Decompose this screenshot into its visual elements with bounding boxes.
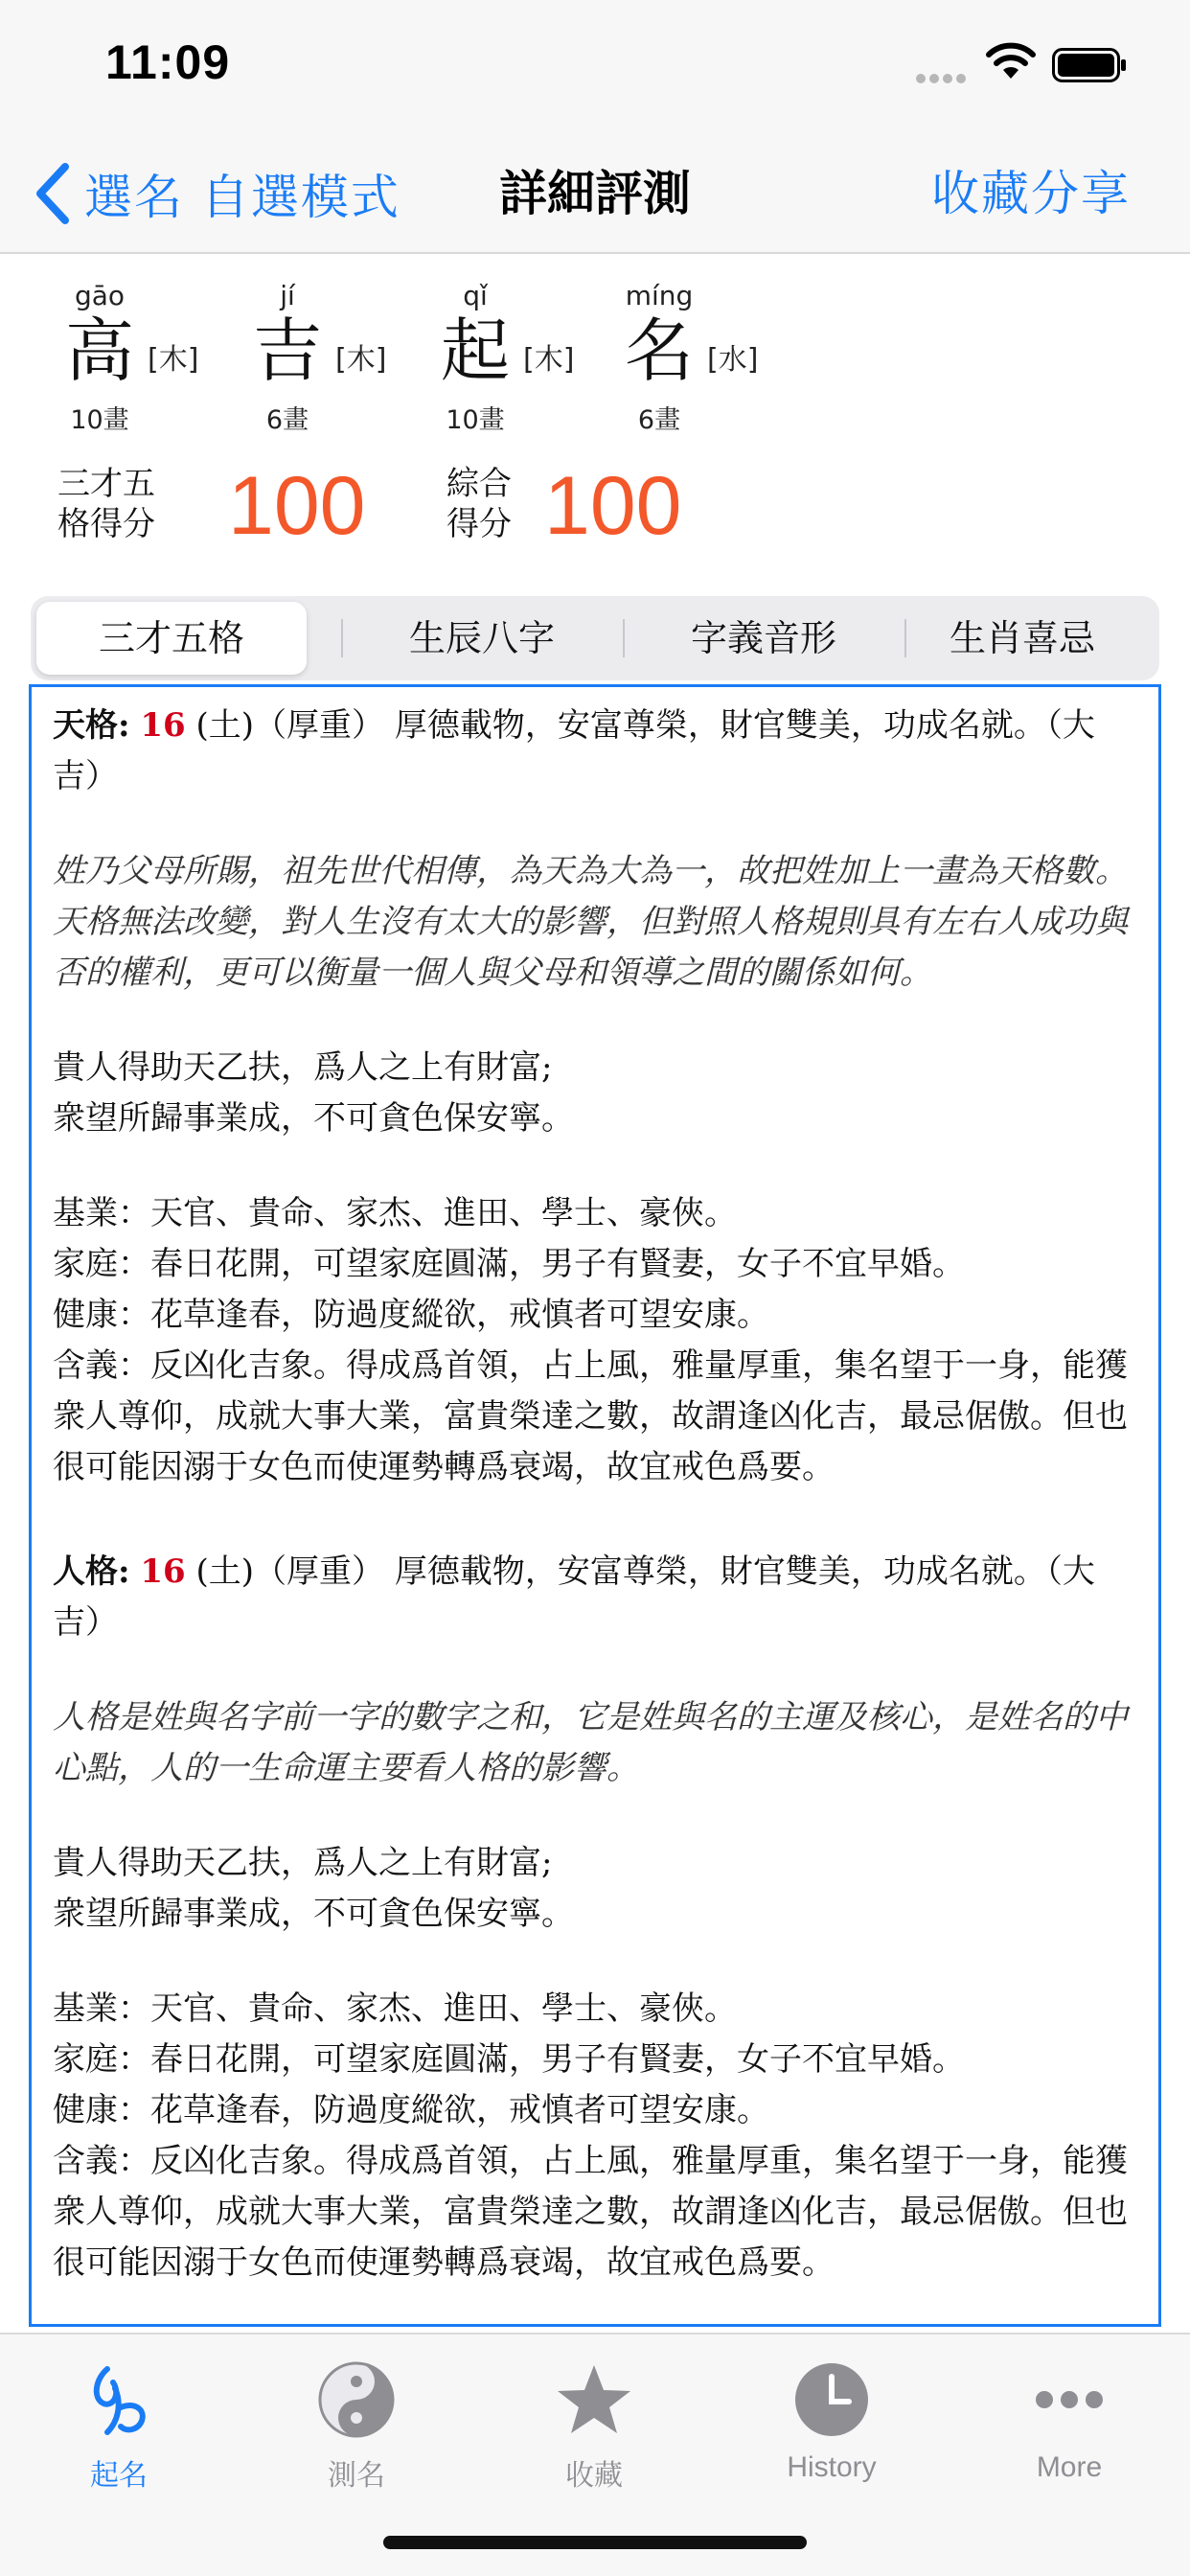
character-strokes: 10畫 <box>70 405 129 435</box>
tab-label: 起名 <box>90 2460 148 2492</box>
page-title: 詳細評測 <box>499 166 691 221</box>
section-summary: (土)（厚重） 厚德載物，安富尊榮，財官雙美，功成名就。（大吉） <box>53 706 1095 795</box>
section-jiankang: 健康：花草逢春，防過度縱欲，戒慎者可望安康。 <box>53 2091 769 2129</box>
character-card <box>240 268 412 441</box>
tab-label: 測名 <box>328 2460 385 2492</box>
back-label: 選名 自選模式 <box>84 170 400 225</box>
tab-history[interactable] <box>713 2350 950 2503</box>
segment-char-meaning[interactable]: 字義音形 <box>690 617 836 659</box>
character-element: [木] <box>335 343 387 377</box>
character-element: [木] <box>523 343 575 377</box>
tab-label: More <box>1036 2451 1103 2483</box>
segment-birth-bazi[interactable]: 生辰八字 <box>408 617 555 659</box>
character-pinyin: jí <box>280 280 295 311</box>
section-jiating: 家庭：春日花開，可望家庭圓滿，男子有賢妻，女子不宜早婚。 <box>53 2040 965 2079</box>
tab-more[interactable] <box>950 2350 1188 2503</box>
tab-qiming[interactable] <box>0 2350 238 2503</box>
yin-yang-icon <box>316 2359 397 2440</box>
segment-divider <box>341 619 343 657</box>
tab-label: 收藏 <box>565 2460 623 2492</box>
section-number: 16 <box>140 1552 186 1591</box>
character-hanzi: 名 <box>624 310 694 391</box>
character-card <box>611 268 784 441</box>
character-pinyin: míng <box>625 280 694 311</box>
clock-icon <box>791 2359 872 2440</box>
segment-divider <box>623 619 625 657</box>
segment-sancai-wuge[interactable]: 三才五格 <box>36 602 307 675</box>
battery-icon <box>1052 48 1127 82</box>
section-poem-line: 貴人得助天乙扶，爲人之上有財富; <box>53 1048 553 1087</box>
tab-label: History <box>787 2451 877 2483</box>
section-jiye: 基業：天官、貴命、家杰、進田、學士、豪俠。 <box>53 1990 737 2028</box>
character-strokes: 10畫 <box>446 405 505 435</box>
character-hanzi: 起 <box>440 310 510 391</box>
section-summary: (土)（厚重） 厚德載物，安富尊榮，財官雙美，功成名就。（大吉） <box>53 1552 1095 1642</box>
section-label: 天格: <box>53 706 130 745</box>
status-bar <box>0 0 1190 134</box>
star-icon <box>554 2359 634 2440</box>
character-pinyin: gāo <box>74 280 126 311</box>
analysis-segmented-control <box>31 596 1159 680</box>
section-hanyi: 含義：反凶化吉象。得成爲首領，占上風，雅量厚重，集名望于一身，能獲衆人尊仰，成就大事大業，富貴榮達之數，故謂逢凶化吉，最忌倨傲。但也很可能因溺于女色而使運勢轉爲衰竭，故宜戒色爲要。 <box>53 1346 1128 1486</box>
cellular-signal-icon <box>916 69 972 82</box>
favorite-share-button[interactable]: 收藏分享 <box>931 166 1131 221</box>
character-element: [水] <box>707 343 759 377</box>
section-jiye: 基業：天官、貴命、家杰、進田、學士、豪俠。 <box>53 1194 737 1232</box>
segment-zodiac[interactable]: 生肖喜忌 <box>949 617 1095 659</box>
score-label-line: 格得分 <box>57 505 155 543</box>
name-brush-icon <box>79 2359 159 2440</box>
analysis-content[interactable] <box>29 684 1161 2327</box>
score-label-line: 得分 <box>446 505 512 543</box>
score-label-line: 綜合 <box>446 465 512 503</box>
section-poem-line: 衆望所歸事業成，不可貪色保安寧。 <box>53 1895 574 1933</box>
character-strokes: 6畫 <box>637 405 681 435</box>
section-jiating: 家庭：春日花開，可望家庭圓滿，男子有賢妻，女子不宜早婚。 <box>53 1245 965 1283</box>
sancai-score-label <box>57 464 182 544</box>
character-pinyin: qǐ <box>463 280 488 311</box>
wifi-icon <box>985 42 1037 80</box>
section-poem-line: 貴人得助天乙扶，爲人之上有財富; <box>53 1844 553 1882</box>
section-hanyi: 含義：反凶化吉象。得成爲首領，占上風，雅量厚重，集名望于一身，能獲衆人尊仰，成就大事大業，富貴榮達之數，故謂逢凶化吉，最忌倨傲。但也很可能因溺于女色而使運勢轉爲衰竭，故宜戒色爲要。 <box>53 2142 1128 2282</box>
status-time: 11:09 <box>105 35 231 89</box>
home-indicator <box>383 2536 807 2549</box>
section-heading <box>53 701 1137 802</box>
character-strokes: 6畫 <box>265 405 309 435</box>
section-heading <box>53 1547 1137 1648</box>
tab-favorites[interactable] <box>475 2350 713 2503</box>
section-jiankang: 健康：花草逢春，防過度縱欲，戒慎者可望安康。 <box>53 1296 769 1334</box>
navigation-bar <box>0 134 1190 254</box>
tab-ceming[interactable] <box>238 2350 475 2503</box>
more-dots-icon <box>1029 2359 1110 2440</box>
section-intro: 人格是姓與名字前一字的數字之和，它是姓與名的主運及核心，是姓名的中心點，人的一生命運主要看人格的影響。 <box>53 1698 1128 1787</box>
character-card <box>52 268 224 441</box>
section-label: 人格: <box>53 1552 130 1591</box>
character-hanzi: 吉 <box>252 310 322 391</box>
section-intro: 姓乃父母所賜，祖先世代相傳，為天為大為一，故把姓加上一畫為天格數。天格無法改變，對人生沒有太大的影響，但對照人格規則具有左右人成功與否的權利，更可以衡量一個人與父母和領導之間的關係如何。 <box>53 852 1128 992</box>
total-score-value: 100 <box>544 460 682 552</box>
sancai-score-value: 100 <box>228 460 366 552</box>
character-hanzi: 高 <box>64 310 134 391</box>
score-label-line: 三才五 <box>57 465 155 503</box>
section-number: 16 <box>140 706 186 745</box>
scores-row <box>0 458 1190 564</box>
character-card <box>427 268 600 441</box>
section-poem-line: 衆望所歸事業成，不可貪色保安寧。 <box>53 1099 574 1138</box>
character-element: [木] <box>148 343 199 377</box>
name-characters <box>0 268 1190 441</box>
